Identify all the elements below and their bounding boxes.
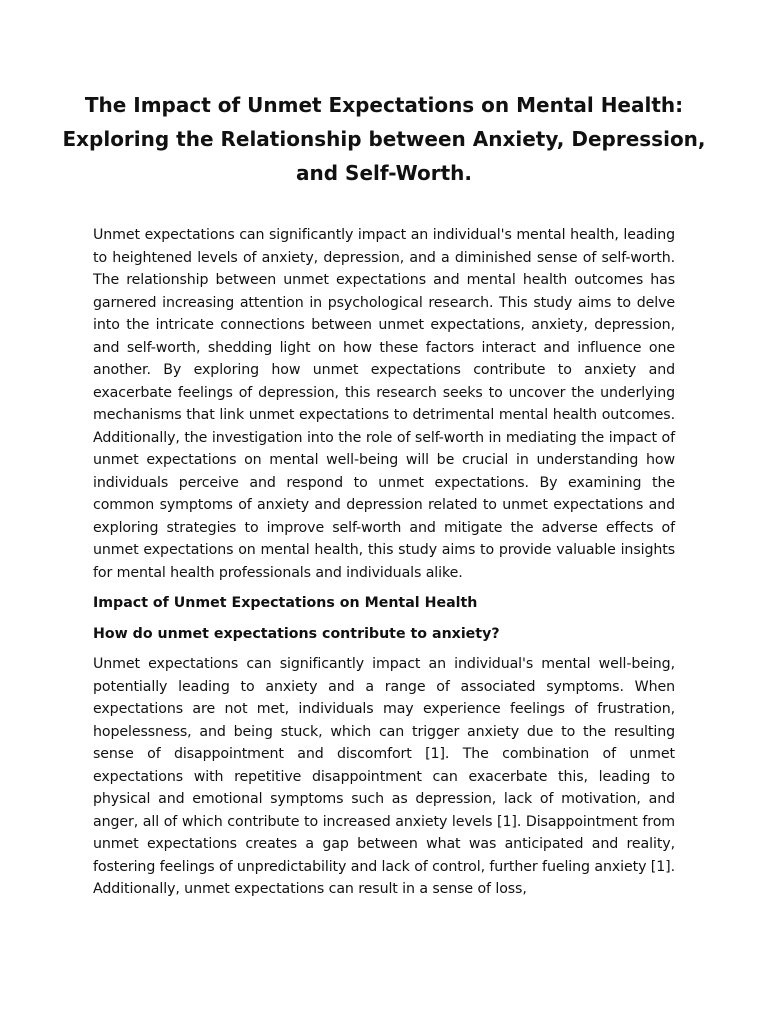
section-heading: Impact of Unmet Expectations on Mental Health	[93, 595, 478, 611]
document-body	[93, 224, 675, 901]
subsection-heading: How do unmet expectations contribute to anxiety?	[93, 625, 500, 642]
intro-paragraph: Unmet expectations can significantly impact an individual's mental health, leading to heightened levels of anxiety, depression, and a diminished sense of self-worth. The relationship between unmet expectations and mental health outcomes has garnered increasing attention in psychological research. This study aims to delve into the intricate connections between unmet expectations, anxiety, depression, and self-worth, shedding light on how these factors interact and influence one another. By exploring how unmet expectations contribute to anxiety and exacerbate feelings of depression, this research seeks to uncover the underlying mechanisms that link unmet expectations to detrimental mental health outcomes. Additionally, the investigation into the role of self-worth in mediating the impact of unmet expectations on mental well-being will be crucial in understanding how individuals perceive and respond to unmet expectations. By examining the common symptoms of anxiety and depression related to unmet expectations and exploring strategies to improve self-worth and mitigate the adverse effects of unmet expectations on mental health, this study aims to provide valuable insights for mental health professionals and individuals alike.	[93, 227, 675, 581]
section-paragraph: Unmet expectations can significantly impact an individual's mental well-being, potentially leading to anxiety and a range of associated symptoms. When expectations are not met, individuals may experience feelings of frustration, hopelessness, and being stuck, which can trigger anxiety due to the resulting sense of disappointment and discomfort [1]. The combination of unmet expectations with repetitive disappointment can exacerbate this, leading to physical and emotional symptoms such as depression, lack of motivation, and anger, all of which contribute to increased anxiety levels [1]. Disappointment from unmet expectations creates a gap between what was anticipated and reality, fostering feelings of unpredictability and lack of control, further fueling anxiety [1]. Additionally, unmet expectations can result in a sense of loss,	[93, 656, 675, 897]
document-title: The Impact of Unmet Expectations on Mental Health: Exploring the Relationship between Anxiety, Depression, and Self-Worth.	[62, 93, 706, 185]
